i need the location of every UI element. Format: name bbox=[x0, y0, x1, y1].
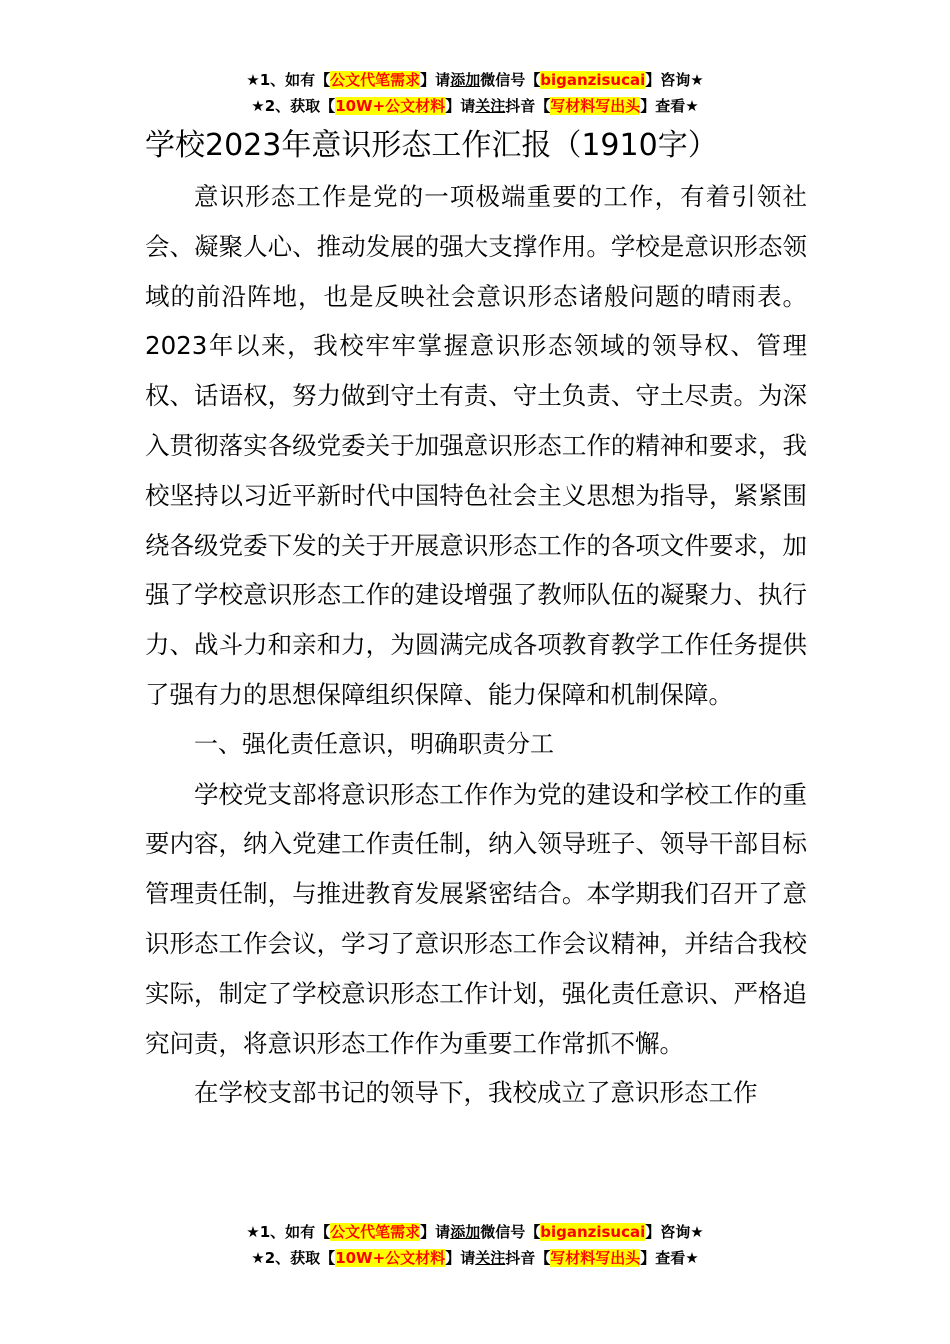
promo-underlined-text: 关注 bbox=[475, 97, 506, 115]
promo-highlight-tag: 公文代笔需求 bbox=[330, 71, 421, 89]
promo-text: 】咨询★ bbox=[645, 71, 704, 89]
section-heading: 一、强化责任意识，明确职责分工 bbox=[194, 729, 554, 758]
promo-line-2 bbox=[0, 93, 950, 119]
promo-text: ★2、获取【 bbox=[251, 1249, 336, 1267]
promo-text: 微信号【 bbox=[480, 71, 541, 89]
footer-promo-banner bbox=[0, 1219, 950, 1271]
promo-text: 】查看★ bbox=[640, 1249, 699, 1267]
promo-text: ★1、如有【 bbox=[246, 1223, 331, 1241]
promo-highlight-tag: 写材料写出头 bbox=[550, 1249, 641, 1267]
promo-text: ★1、如有【 bbox=[246, 71, 331, 89]
promo-highlight-tag: biganzisucai bbox=[540, 71, 646, 89]
promo-text: 】请 bbox=[445, 97, 476, 115]
promo-highlight-tag: 10W+公文材料 bbox=[335, 97, 446, 115]
header-promo-banner bbox=[0, 67, 950, 119]
promo-line-2 bbox=[0, 1245, 950, 1271]
promo-highlight-tag: 10W+公文材料 bbox=[335, 1249, 446, 1267]
document-body bbox=[145, 172, 807, 1118]
body-paragraph: 意识形态工作是党的一项极端重要的工作，有着引领社会、凝聚人心、推动发展的强大支撑作用。学校是意识形态领域的前沿阵地，也是反映社会意识形态诸般问题的晴雨表。2023年以来，我校牢牢掌握意识形态领域的领导权、管理权、话语权，努力做到守土有责、守土负责、守土尽责。为深入贯彻落实各级党委关于加强意识形态工作的精神和要求，我校坚持以习近平新时代中国特色社会主义思想为指导，紧紧围绕各级党委下发的关于开展意识形态工作的各项文件要求，加强了学校意识形态工作的建设增强了教师队伍的凝聚力、执行力、战斗力和亲和力，为圆满完成各项教育教学工作任务提供了强有力的思想保障组织保障、能力保障和机制保障。 bbox=[145, 182, 807, 709]
promo-underlined-text: 关注 bbox=[475, 1249, 506, 1267]
promo-text: 抖音【 bbox=[505, 97, 551, 115]
body-paragraph: 在学校支部书记的领导下，我校成立了意识形态工作 bbox=[194, 1078, 758, 1108]
promo-text: 】咨询★ bbox=[645, 1223, 704, 1241]
promo-text: 抖音【 bbox=[505, 1249, 551, 1267]
document-title: 学校2023年意识形态工作汇报（1910字） bbox=[145, 128, 718, 163]
promo-text: 】请 bbox=[420, 71, 451, 89]
promo-highlight-tag: 写材料写出头 bbox=[550, 97, 641, 115]
promo-text: ★2、获取【 bbox=[251, 97, 336, 115]
promo-text: 】请 bbox=[445, 1249, 476, 1267]
promo-underlined-text: 添加 bbox=[450, 1223, 481, 1241]
promo-line-1 bbox=[0, 1219, 950, 1245]
promo-underlined-text: 添加 bbox=[450, 71, 481, 89]
promo-highlight-tag: biganzisucai bbox=[540, 1223, 646, 1241]
promo-text: 】请 bbox=[420, 1223, 451, 1241]
promo-line-1 bbox=[0, 67, 950, 93]
promo-text: 微信号【 bbox=[480, 1223, 541, 1241]
body-paragraph: 学校党支部将意识形态工作作为党的建设和学校工作的重要内容，纳入党建工作责任制，纳入领导班子、领导干部目标管理责任制，与推进教育发展紧密结合。本学期我们召开了意识形态工作会议，学习了意识形态工作会议精神，并结合我校实际，制定了学校意识形态工作计划，强化责任意识、严格追究问责，将意识形态工作作为重要工作常抓不懈。 bbox=[145, 779, 807, 1058]
promo-highlight-tag: 公文代笔需求 bbox=[330, 1223, 421, 1241]
promo-text: 】查看★ bbox=[640, 97, 699, 115]
